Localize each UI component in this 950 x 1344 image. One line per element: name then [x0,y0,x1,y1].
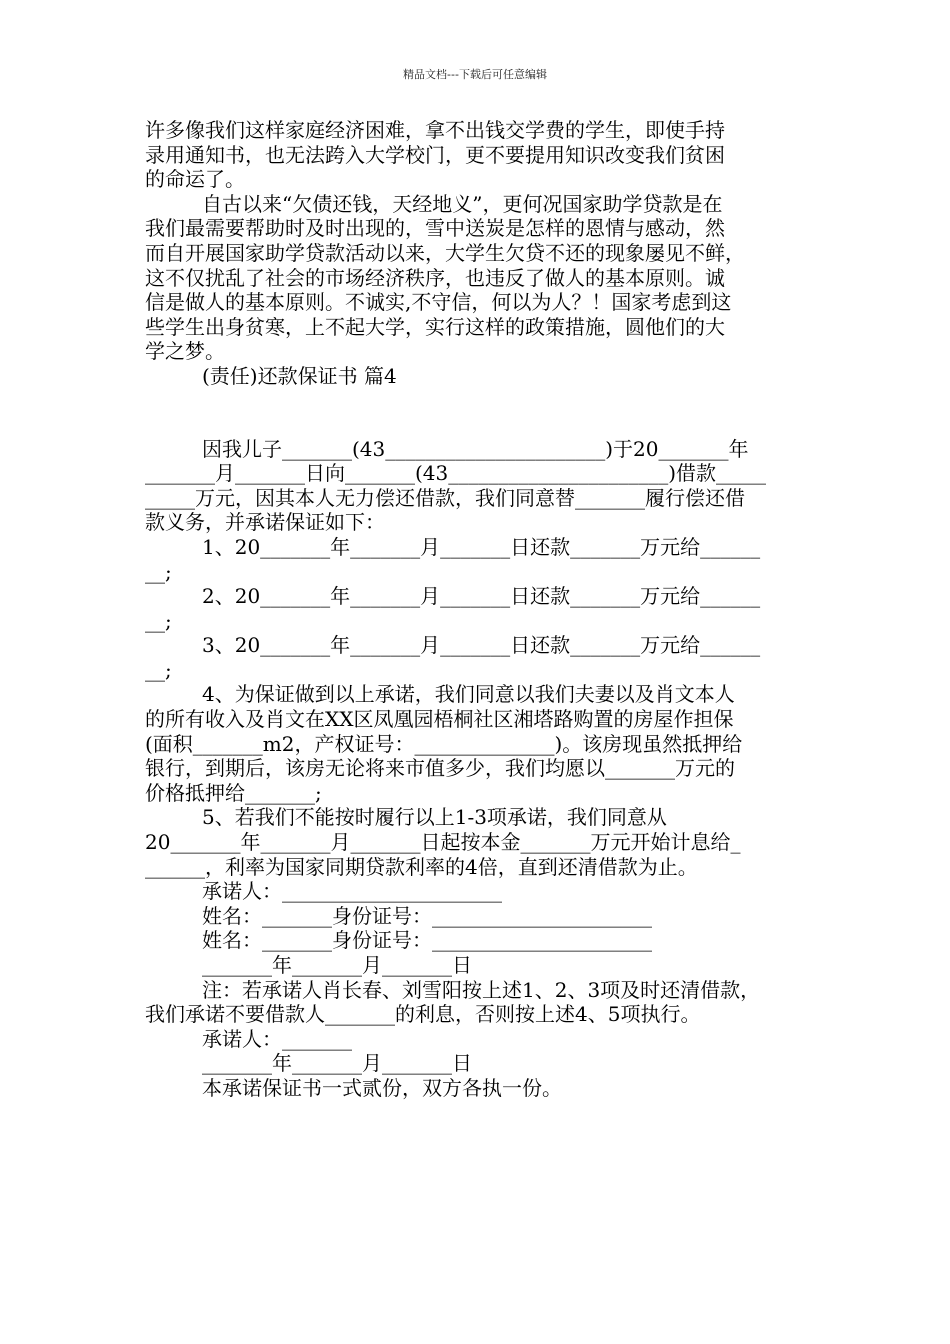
text-line: 许多像我们这样家庭经济困难，拿不出钱交学费的学生，即使手持 [145,118,725,142]
note-line: 注：若承诺人肖长春、刘雪阳按上述1、2、3项及时还清借款， [202,977,761,1002]
text-line: 些学生出身贫寒，上不起大学，实行这样的政策措施，圆他们的大 [145,314,725,339]
date-line: _______年_______月_______日 [202,953,472,977]
text-line: 我们最需要帮助时及时出现的，雪中送炭是怎样的恩情与感动，然 [145,216,725,241]
text-line: __; [145,608,172,633]
list-item: 2、20_______年_______月_______日还款_______万元给______ [202,584,761,609]
text-line: 银行，到期后，该房无论将来市值多少，我们均愿以_______万元的 [145,756,735,781]
signature-line: 承诺人：_______ [202,1026,352,1051]
text-line: _____万元，因其本人无力偿还借款，我们同意替_______履行偿还借 [145,485,745,510]
text-line: 的命运了。 [145,167,245,192]
text-line: 而自开展国家助学贷款活动以来，大学生欠贷不还的现象屡见不鲜， [145,240,745,265]
text-line: (面积_______m2，产权证号：______________)。该房现虽然抵押给 [145,731,743,756]
text-line: 自古以来“欠债还钱，天经地义”，更何况国家助学贷款是在 [202,191,723,216]
text-line: 价格抵押给_______; [145,780,322,805]
page-header: 精品文档---下载后可任意编辑 [403,68,547,81]
text-line: __; [145,559,172,584]
text-line: 本承诺保证书一式贰份，双方各执一份。 [202,1075,562,1100]
text-line: 20_______年_______月_______日起按本金_______万元开始计息给_ [145,830,741,855]
text-line: 我们承诺不要借款人_______的利息，否则按上述4、5项执行。 [145,1002,701,1027]
signature-line: 承诺人：______________________ [202,879,502,904]
text-line: 因我儿子_______(43______________________)于20_______年 [202,436,749,461]
signature-line: 姓名：_______身份证号：______________________ [202,928,652,953]
list-item: 4、为保证做到以上承诺，我们同意以我们夫妻以及肖文本人 [202,682,735,707]
list-item: 3、20_______年_______月_______日还款_______万元给______ [202,633,761,658]
date-line: _______年_______月_______日 [202,1051,472,1076]
list-item: 5、若我们不能按时履行以上1-3项承诺，我们同意从 [202,805,667,830]
text-line: 信是做人的基本原则。不诚实,不守信，何以为人？！国家考虑到这 [145,290,732,315]
section-title: (责任)还款保证书 篇4 [202,363,397,388]
text-line: _______月_______日向_______(43______________________)借款_____ [145,461,767,486]
text-line: 学之梦。 [145,339,225,364]
signature-line: 姓名：_______身份证号：______________________ [202,903,652,928]
text-line: 的所有收入及肖文在XX区凤凰园梧桐社区湘塔路购置的房屋作担保 [145,707,734,732]
text-line: 录用通知书，也无法跨入大学校门，更不要提用知识改变我们贫困 [145,142,725,167]
text-line: ______，利率为国家同期贷款利率的4倍，直到还清借款为止。 [145,854,698,879]
document-body [145,118,825,1101]
text-line: 款义务，并承诺保证如下： [145,510,385,535]
list-item: 1、20_______年_______月_______日还款_______万元给______ [202,534,761,559]
text-line: 这不仅扰乱了社会的市场经济秩序，也违反了做人的基本原则。诚 [145,265,725,290]
text-line: __; [145,657,172,682]
